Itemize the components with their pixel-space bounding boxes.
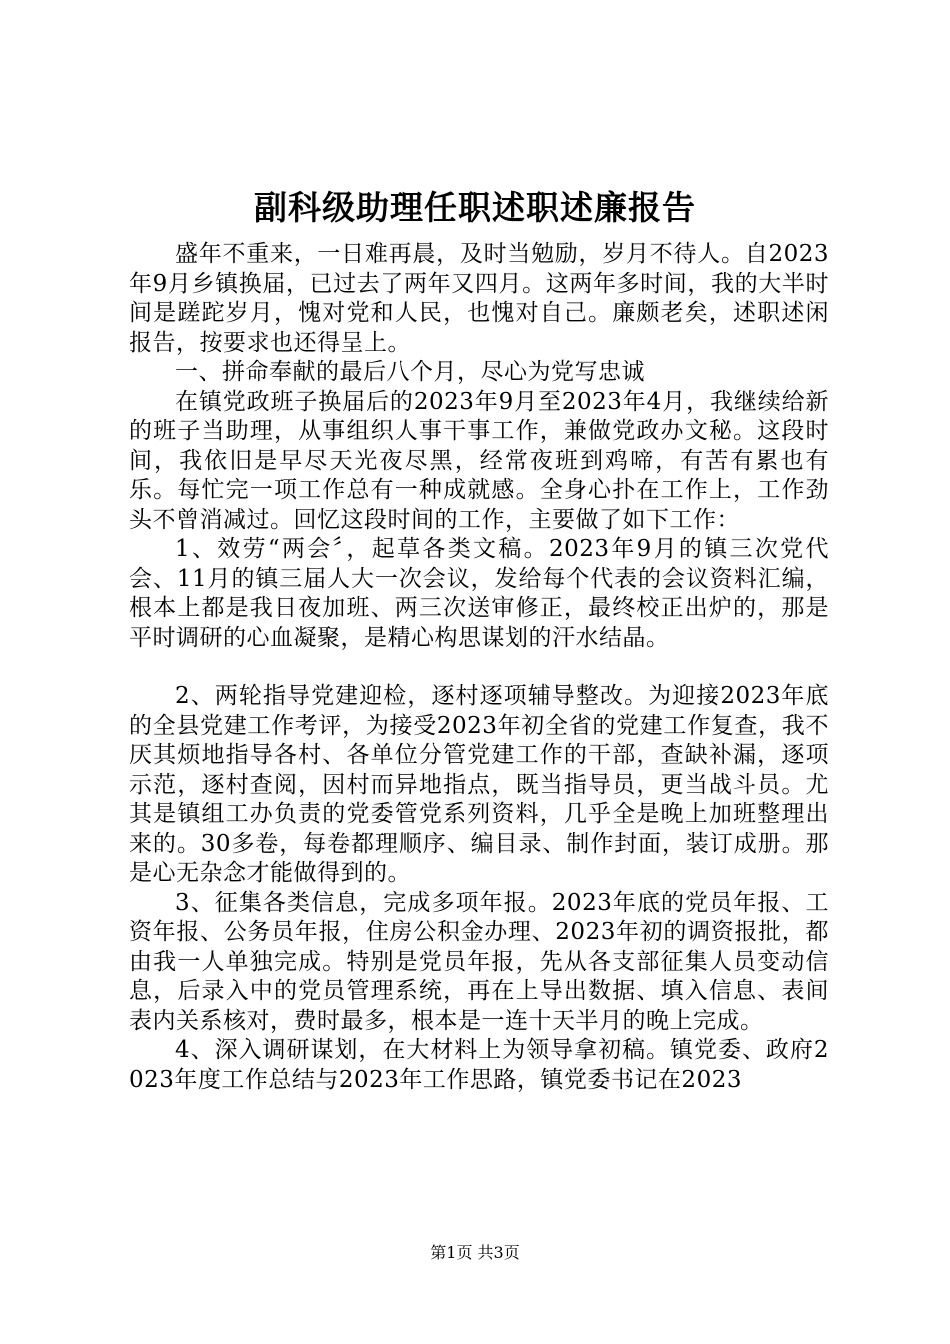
document-title: 副科级助理任职述职述廉报告 [254,188,696,227]
paragraph-item-2: 2、两轮指导党建迎检，逐村逐项辅导整改。为迎接2023年底的全县党建工作考评，为接受2023年初全省的党建工作复查，我不厌其烦地指导各村、各单位分管党建工作的干部，查缺补漏，逐项示范，逐村查阅，因村而异地指点，既当指导员，更当战斗员。尤其是镇组工办负责的党委管党系列资料，几乎全是晚上加班整理出来的。30多卷，每卷都理顺序、编目录、制作封面，装订成册。那是心无杂念才能做得到的。 [129,683,829,886]
page-number: 第1页 共3页 [430,1243,520,1262]
paragraph-intro: 盛年不重来，一日难再晨，及时当勉励，岁月不待人。自2023年9月乡镇换届，已过去了两年又四月。这两年多时间，我的大半时间是蹉跎岁月，愧对党和人民，也愧对自己。廉颇老矣，述职述闲报告，按要求也还得呈上。 [129,241,829,356]
paragraph-item-1: 1、效劳“两会〞，起草各类文稿。2023年9月的镇三次党代会、11月的镇三届人大一次会议，发给每个代表的会议资料汇编，根本上都是我日夜加班、两三次送审修正，最终校正出炉的，那是平时调研的心血凝聚，是精心构思谋划的汗水结晶。 [129,536,829,651]
section-heading-1: 一、拼命奉献的最后八个月，尽心为党写忠诚 [175,359,645,385]
document-body [129,240,829,1095]
paragraph-item-4: 4、深入调研谋划，在大材料上为领导拿初稿。镇党委、政府2023年度工作总结与2023年工作思路，镇党委书记在2023 [129,1037,829,1093]
paragraph-item-3: 3、征集各类信息，完成多项年报。2023年底的党员年报、工资年报、公务员年报，住房公积金办理、2023年初的调资报批，都由我一人单独完成。特别是党员年报，先从各支部征集人员变动信息，后录入中的党员管理系统，再在上导出数据、填入信息、表间表内关系核对，费时最多，根本是一连十天半月的晚上完成。 [129,889,829,1034]
paragraph-section-1: 在镇党政班子换届后的2023年9月至2023年4月，我继续给新的班子当助理，从事组织人事干事工作，兼做党政办文秘。这段时间，我依旧是早尽天光夜尽黑，经常夜班到鸡啼，有苦有累也有乐。每忙完一项工作总有一种成就感。全身心扑在工作上，工作劲头不曾消减过。回忆这段时间的工作，主要做了如下工作： [129,388,829,533]
